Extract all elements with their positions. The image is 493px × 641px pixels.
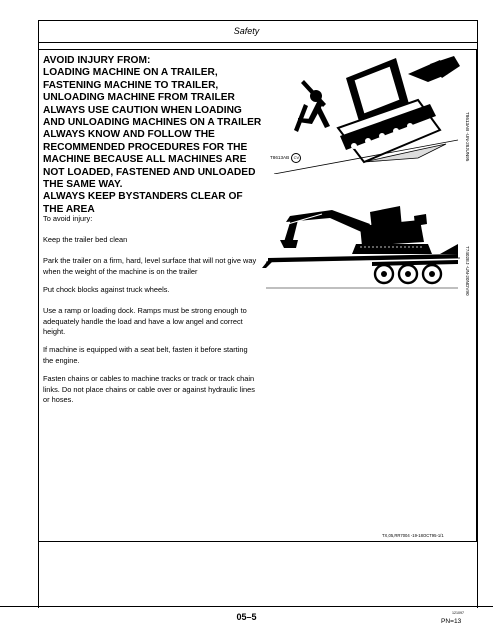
safety-heading — [43, 55, 271, 216]
header-rule — [38, 20, 478, 21]
heading-line: UNLOADING MACHINE FROM TRAILER — [43, 92, 235, 104]
cv-badge: CV — [291, 153, 301, 163]
body-paragraph: Park the trailer on a firm, hard, level surface that will not give way when the weight of the machine is on the trailer — [43, 256, 257, 276]
heading-line: AND UNLOADING MACHINES ON A TRAILER — [43, 117, 262, 129]
heading-line: ALWAYS KNOW AND FOLLOW THE — [43, 129, 215, 141]
footer-rule — [0, 606, 493, 607]
figure-label-text: T8613AB — [270, 155, 290, 161]
body-paragraph: Use a ramp or loading dock. Ramps must be strong enough to adequately handle the load and have a low angel and correct height. — [43, 306, 247, 336]
body-paragraph: Put chock blocks against truck wheels. — [43, 285, 170, 294]
heading-line: ALWAYS USE CAUTION WHEN LOADING — [43, 104, 242, 116]
heading-line: FASTENING MACHINE TO TRAILER, — [43, 79, 219, 91]
figure-code: T8613AB -UN-28JUN95 — [465, 112, 470, 162]
page-number: 05–5 — [236, 612, 257, 622]
reference-code: TX,05,RR7004 -19-18OCT95-1/1 — [382, 533, 444, 538]
right-margin-rule — [477, 20, 478, 608]
heading-line: LOADING MACHINE ON A TRAILER, — [43, 67, 218, 79]
trailer-wheels — [375, 265, 441, 283]
section-title: Safety — [233, 26, 260, 36]
heading-line: RECOMMENDED PROCEDURES FOR THE — [43, 141, 248, 153]
heading-line: THE SAME WAY. — [43, 179, 123, 191]
excavator-figure — [280, 206, 432, 254]
publication-date: 121097 — [452, 611, 464, 615]
body-paragraph: Keep the trailer bed clean — [43, 235, 128, 244]
title-separator — [38, 42, 478, 43]
figure-label — [270, 153, 301, 163]
falling-person-figure — [294, 80, 330, 132]
pn-number: PN=13 — [441, 618, 462, 625]
excavator-on-trailer-illustration — [262, 198, 462, 294]
body-paragraph: If machine is equipped with a seat belt, fasten it before starting the engine. — [43, 345, 248, 365]
body-paragraph: To avoid injury: — [43, 214, 93, 223]
heading-line: ALWAYS KEEP BYSTANDERS CLEAR OF — [43, 191, 243, 203]
heading-line: MACHINE BECAUSE ALL MACHINES ARE — [43, 154, 247, 166]
body-paragraph: Fasten chains or cables to machine tracks or track or track chain links. Do not place chains or cable over or against hydraulic lines or hoses. — [43, 374, 255, 404]
heading-line: NOT LOADED, FASTENED AND UNLOADED — [43, 166, 256, 178]
heading-line: AVOID INJURY FROM: — [43, 55, 151, 66]
figure-code: T7402EJ -UN-20NOV90 — [465, 246, 470, 296]
heading-line: THE AREA — [43, 203, 95, 215]
